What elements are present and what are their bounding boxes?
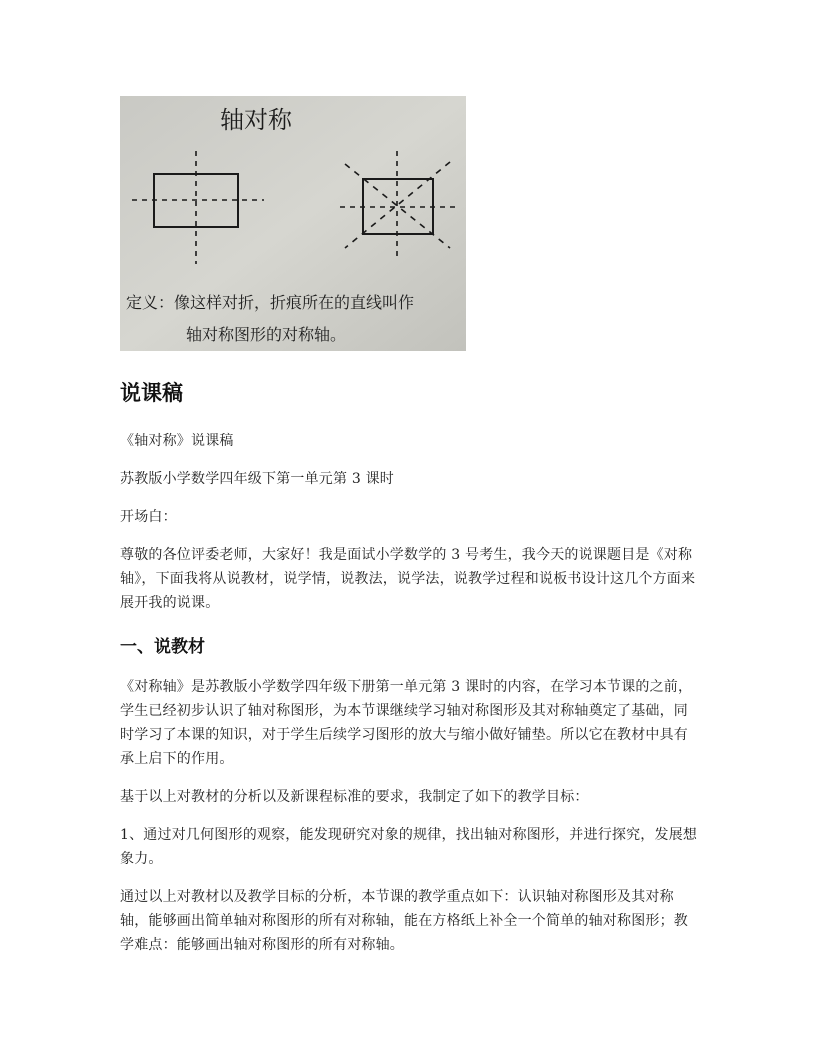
lesson-title: 《轴对称》说课稿 xyxy=(120,433,234,449)
opening-label: 开场白： xyxy=(120,509,177,525)
opening-paragraph: 尊敬的各位评委老师，大家好！我是面试小学数学的 3 号考生，我今天的说课题目是《对称轴》，下面我将从说教材，说学情，说教法，说学法，说教学过程和说板书设计这几个方面来展开我的说课。 xyxy=(120,547,696,611)
handwritten-figure-photo xyxy=(120,96,466,351)
document-page xyxy=(120,96,700,957)
textbook-paragraph: 《对称轴》是苏教版小学数学四年级下册第一单元第 3 课时的内容，在学习本节课的之前，学生已经初步认识了轴对称图形，为本节课继续学习轴对称图形及其对称轴奠定了基础，同时学习了本课的知识，对于学生后续学习图形的放大与缩小做好铺垫。所以它在教材中具有承上启下的作用。 xyxy=(120,679,693,767)
key-points-paragraph: 通过以上对教材以及教学目标的分析，本节课的教学重点如下：认识轴对称图形及其对称轴，能够画出简单轴对称图形的所有对称轴，能在方格纸上补全一个简单的轴对称图形；教学难点：能够画出轴对称图形的所有对称轴。 xyxy=(120,889,688,953)
page-heading: 说课稿 xyxy=(120,381,183,405)
objectives-intro: 基于以上对教材的分析以及新课程标准的要求，我制定了如下的教学目标： xyxy=(120,789,589,805)
lesson-source: 苏教版小学数学四年级下第一单元第 3 课时 xyxy=(120,471,395,487)
figure-title: 轴对称 xyxy=(220,106,292,134)
objective-item-1: 1、通过对几何图形的观察，能发现研究对象的规律，找出轴对称图形，并进行探究，发展想象力。 xyxy=(120,827,698,867)
figure-definition-line1: 定义：像这样对折，折痕所在的直线叫作 xyxy=(126,293,415,312)
symmetry-sketch xyxy=(120,96,466,351)
figure-definition-line2: 轴对称图形的对称轴。 xyxy=(186,325,347,344)
section-heading-textbook: 一、说教材 xyxy=(120,637,205,657)
